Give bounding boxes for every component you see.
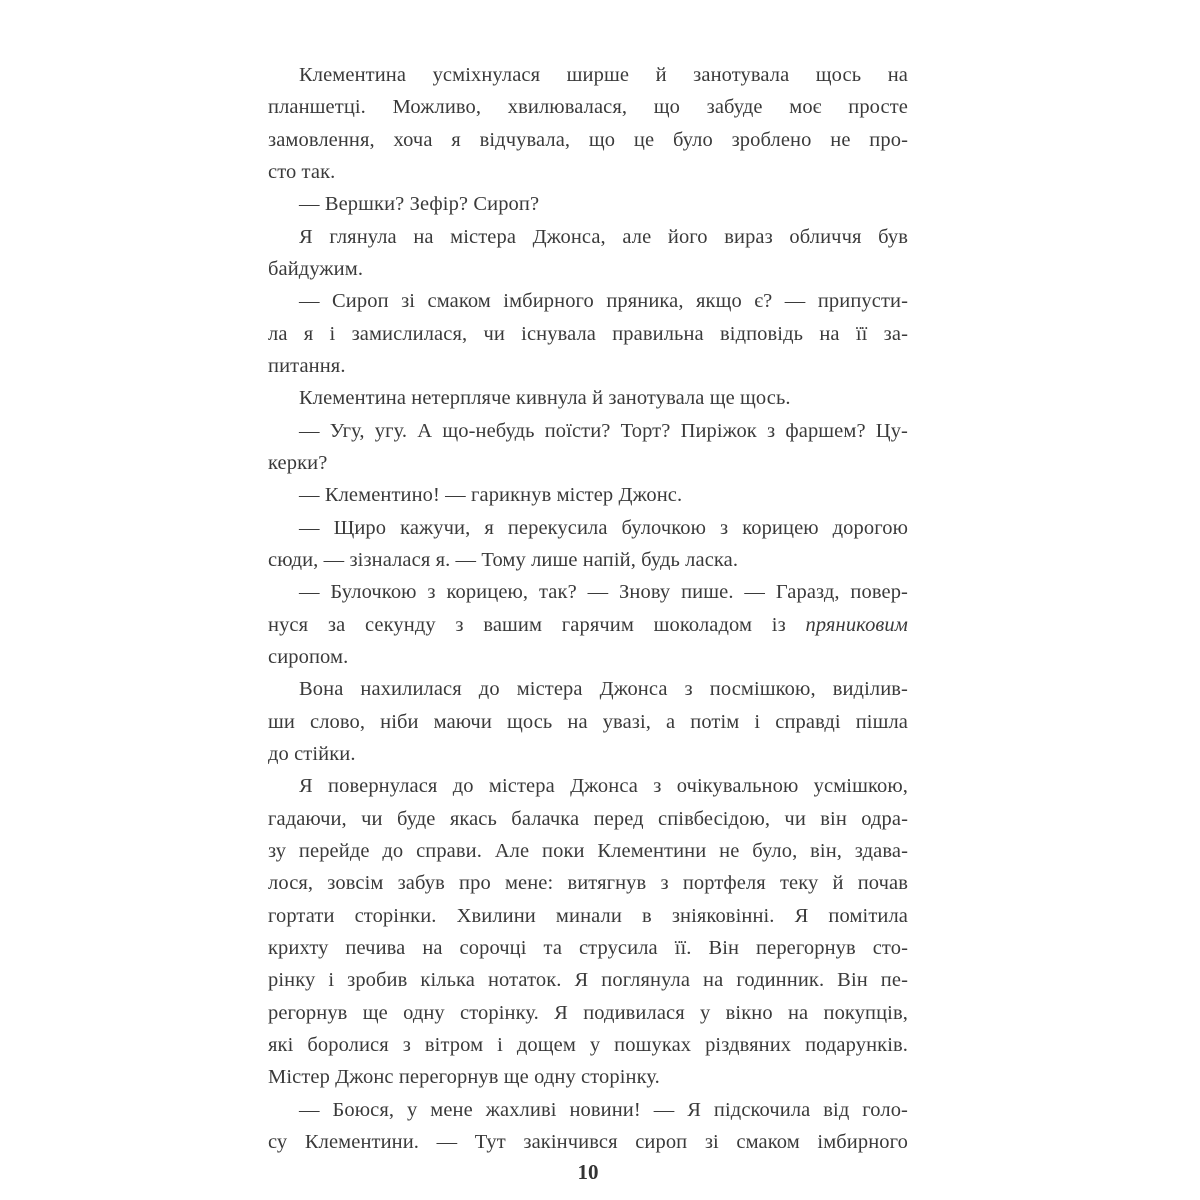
text-line: які боролися з вітром і дощем у пошуках різдвяних подарунків. — [268, 1033, 908, 1056]
text-line: рінку і зробив кілька нотаток. Я поглянула на годинник. Він пе- — [268, 969, 908, 992]
text-line: — Щиро кажучи, я перекусила булочкою з корицею дорогою — [299, 516, 908, 539]
text-line: Клементина нетерпляче кивнула й занотувала ще щось. — [299, 387, 791, 410]
text-line: планшетці. Можливо, хвилювалася, що забуде моє просте — [268, 96, 908, 119]
text-line: Містер Джонс перегорнув ще одну сторінку. — [268, 1066, 660, 1089]
text-line — [268, 609, 908, 641]
text-line: Я повернулася до містера Джонса з очікувальною усмішкою, — [299, 775, 908, 798]
text-line: — Вершки? Зефір? Сироп? — [299, 193, 540, 216]
text-line: — Боюся, у мене жахливі новини! — Я підскочила від голо- — [299, 1098, 908, 1121]
text-line: Вона нахилилася до містера Джонса з посмішкою, виділив- — [299, 678, 908, 701]
text-line: гортати сторінки. Хвилини минали в зніяковінні. Я помітила — [268, 904, 908, 927]
text-line: замовлення, хоча я відчувала, що це було зроблено не про- — [268, 128, 908, 151]
text-line: керки? — [268, 451, 328, 474]
text-line: су Клементини. — Тут закінчився сироп зі смаком імбирного — [268, 1130, 908, 1153]
text-line: — Булочкою з корицею, так? — Знову пише. — Гаразд, повер- — [299, 581, 908, 604]
text-line: — Клементино! — гарикнув містер Джонс. — [299, 484, 683, 507]
text-line: — Сироп зі смаком імбирного пряника, якщо є? — припусти- — [299, 290, 908, 313]
text-line: — Угу, угу. А що-небудь поїсти? Торт? Пиріжок з фаршем? Цу- — [299, 419, 908, 442]
text-line: сюди, — зізналася я. — Тому лише напій, будь ласка. — [268, 548, 739, 571]
page-number: 10 — [577, 1160, 599, 1184]
text-line: крихту печива на сорочці та струсила її. Він перегорнув сто- — [268, 936, 908, 959]
text-line: Я глянула на містера Джонса, але його вираз обличчя був — [299, 225, 908, 248]
text-line: ши слово, ніби маючи щось на увазі, а потім і справді пішла — [268, 710, 908, 733]
text-line: сиропом. — [268, 645, 349, 668]
text-line: питання. — [268, 354, 346, 377]
text-line: Клементина усміхнулася ширше й занотувала щось на — [299, 64, 908, 86]
text-line: сто так. — [268, 160, 336, 183]
text-line: гадаючи, чи буде якась балачка перед співбесідою, чи він одра- — [268, 807, 908, 830]
text-segment: нуся за секунду з вашим гарячим шоколадом із — [268, 613, 786, 636]
text-line: до стійки. — [268, 742, 356, 765]
text-line: ла я і замислилася, чи існувала правильна відповідь на її за- — [268, 322, 908, 345]
text-line: байдужим. — [268, 257, 364, 280]
text-line: лося, зовсім забув про мене: витягнув з портфеля теку й почав — [268, 872, 908, 895]
italic-word: пряниковим — [805, 613, 908, 636]
text-line: регорнув ще одну сторінку. Я подивилася у вікно на покупців, — [268, 1001, 908, 1024]
text-line: зу перейде до справи. Але поки Клементини не було, він, здава- — [268, 839, 908, 862]
